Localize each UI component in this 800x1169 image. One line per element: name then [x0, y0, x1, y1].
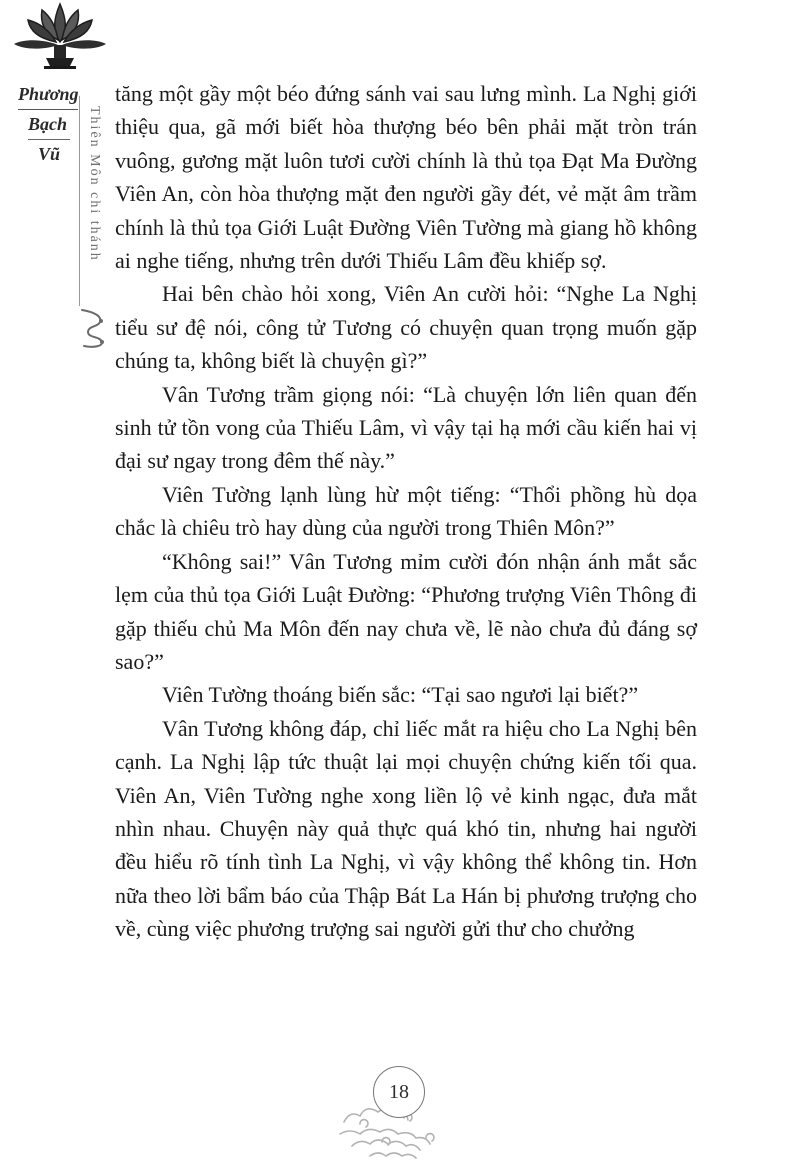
series-title-vertical: Thiên Môn chi thánh [87, 106, 102, 262]
author-name [18, 80, 78, 168]
lotus-icon [6, 0, 114, 75]
flourish-icon [76, 306, 110, 355]
paragraph: Hai bên chào hỏi xong, Viên An cười hỏi: “Nghe La Nghị tiểu sư đệ nói, công tử Tương có chuyện quan trọng muốn gặp chúng ta, không biết là chuyện gì?” [115, 281, 697, 374]
paragraph: Vân Tương trầm giọng nói: “Là chuyện lớn liên quan đến sinh tử tồn vong của Thiếu Lâm, vì vậy tại hạ mới cầu kiến hai vị đại sư ngay trong đêm thế này.” [115, 381, 697, 474]
paragraph: Viên Tường thoáng biến sắc: “Tại sao ngươi lại biết?” [162, 682, 639, 708]
paragraph: Vân Tương không đáp, chỉ liếc mắt ra hiệu cho La Nghị bên cạnh. La Nghị lập tức thuật lại mọi chuyện chứng kiến tối qua. Viên An, Viên Tường nghe xong liền lộ vẻ kinh ngạc, đưa mắt nhìn nhau. Chuyện này quả thực quá khó tin, nhưng hai người đều hiểu rõ tính tình La Nghị, vì vậy không thể không tin. Hơn nữa theo lời bẩm báo của Thập Bát La Hán bị phương trượng cho về, cùng việc phương trượng sai người gửi thư cho chưởng [115, 715, 697, 942]
page-content [115, 77, 697, 946]
paragraph: Viên Tường lạnh lùng hừ một tiếng: “Thổi phồng hù dọa chắc là chiêu trò hay dùng của người trong Thiên Môn?” [115, 481, 697, 541]
paragraph: “Không sai!” Vân Tương mỉm cười đón nhận ánh mắt sắc lẹm của thủ tọa Giới Luật Đường: “Phương trượng Viên Thông đi gặp thiếu chủ Ma Môn đến nay chưa về, lẽ nào chưa đủ đáng sợ sao?” [115, 548, 697, 674]
page-number [373, 1066, 425, 1118]
sidebar-divider [79, 96, 80, 306]
paragraph: tăng một gầy một béo đứng sánh vai sau lưng mình. La Nghị giới thiệu qua, gã mới biết hòa thượng béo bên phải mặt tròn trán vuông, gương mặt luôn tươi cười chính là thủ tọa Đạt Ma Đường Viên An, còn hòa thượng mặt đen người gầy đét, vẻ mặt âm trầm chính là thủ tọa Giới Luật Đường Viên Tường mà giang hồ không ai nghe tiếng, nhưng trên dưới Thiếu Lâm đều khiếp sợ. [115, 81, 697, 274]
author-line: Vũ [38, 144, 61, 164]
author-line: Bạch [28, 110, 70, 140]
author-line: Phương [18, 80, 78, 110]
page-number-value: 18 [389, 1081, 409, 1103]
